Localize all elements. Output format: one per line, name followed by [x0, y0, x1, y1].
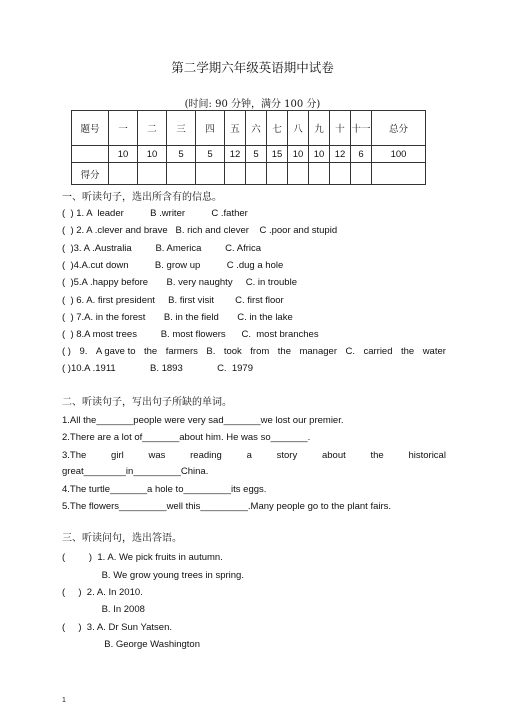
question-item: ( ) 6. A. first president B. first visit C. first floor	[62, 295, 284, 306]
answer-item: ( ) 3. A. Dr Sun Yatsen.	[62, 622, 173, 633]
score-table-row-points	[72, 146, 426, 163]
word: historical	[408, 450, 446, 461]
question-item: ( ) 8.A most trees B. most flowers C. most branches	[62, 329, 319, 340]
points-cell: 10	[309, 146, 330, 163]
item-header: 五	[225, 111, 246, 146]
question-item: ( )4.A.cut down B. grow up C .dug a hole	[62, 260, 284, 271]
answer-item: ( ) 1. A. We pick fruits in autumn.	[62, 552, 223, 563]
section1-heading: 一、听读句子，选出所含有的信息。	[62, 192, 222, 203]
answer-item: ( ) 2. A. In 2010.	[62, 587, 143, 598]
score-input-cell[interactable]	[309, 163, 330, 185]
question-item: ( ) 2. A .clever and brave B. rich and clever C .poor and stupid	[62, 225, 338, 236]
word: C.	[345, 346, 355, 357]
item-header: 九	[309, 111, 330, 146]
answer-option: B. George Washington	[62, 639, 200, 650]
points-cell: 10	[138, 146, 167, 163]
score-input-cell[interactable]	[109, 163, 138, 185]
word: the	[400, 346, 415, 357]
item-header: 一	[109, 111, 138, 146]
fill-blank-item: 2.There are a lot of_______about him. He was so_______.	[62, 432, 311, 443]
points-cell: 5	[167, 146, 196, 163]
item-header: 十	[330, 111, 351, 146]
word: about	[321, 450, 346, 461]
points-total-cell: 100	[372, 146, 426, 163]
score-input-cell[interactable]	[351, 163, 372, 185]
row-label-items: 题号	[72, 111, 109, 146]
empty-cell	[72, 146, 109, 163]
score-input-cell[interactable]	[330, 163, 351, 185]
question-item: ( )10.A .1911 B. 1893 C. 1979	[62, 363, 253, 374]
word: carried	[363, 346, 393, 357]
item-header: 三	[167, 111, 196, 146]
points-cell: 10	[109, 146, 138, 163]
item-header: 七	[267, 111, 288, 146]
points-cell: 12	[225, 146, 246, 163]
item-header: 二	[138, 111, 167, 146]
fill-blank-item: 4.The turtle_______a hole to_________its eggs.	[62, 484, 267, 495]
word: water	[422, 346, 446, 357]
total-header: 总分	[372, 111, 426, 146]
points-cell: 10	[288, 146, 309, 163]
word: 9.	[79, 346, 88, 357]
section2-heading: 二、听读句子，写出句子所缺的单词。	[62, 397, 232, 408]
score-input-cell[interactable]	[167, 163, 196, 185]
points-cell: 5	[196, 146, 225, 163]
score-input-cell[interactable]	[288, 163, 309, 185]
question-item: ( ) 7.A. in the forest B. in the field C. in the lake	[62, 312, 293, 323]
row-label-score: 得分	[72, 163, 109, 185]
item-header: 四	[196, 111, 225, 146]
question-item: ( )5.A .happy before B. very naughty C. in trouble	[62, 277, 297, 288]
score-input-cell[interactable]	[246, 163, 267, 185]
word: A gave to	[95, 346, 136, 357]
word: farmers	[165, 346, 198, 357]
word: ( )	[62, 346, 71, 357]
word: the	[143, 346, 158, 357]
word: was	[148, 450, 166, 461]
word: from	[250, 346, 270, 357]
score-input-cell[interactable]	[225, 163, 246, 185]
score-total-input-cell[interactable]	[372, 163, 426, 185]
answer-option: B. In 2008	[62, 604, 145, 615]
score-input-cell[interactable]	[138, 163, 167, 185]
fill-blank-item: 1.All the_______people were very sad_______we lost our premier.	[62, 415, 344, 426]
answer-option: B. We grow young trees in spring.	[62, 570, 244, 581]
fill-blank-item: 5.The flowers_________well this_________.Many people go to the plant fairs.	[62, 501, 392, 512]
question-item-9	[62, 346, 446, 358]
question-item: ( ) 1. A leader B .writer C .father	[62, 208, 248, 219]
item-header: 十一	[351, 111, 372, 146]
points-cell: 5	[246, 146, 267, 163]
word: girl	[111, 450, 124, 461]
exam-title: 第二学期六年级英语期中试卷	[171, 60, 334, 75]
word: 3.The	[62, 450, 87, 461]
page-number: 1	[62, 697, 66, 704]
item-header: 六	[246, 111, 267, 146]
word: a	[246, 450, 252, 461]
word: the	[370, 450, 384, 461]
word: the	[277, 346, 291, 357]
word: took	[223, 346, 242, 357]
word: story	[276, 450, 298, 461]
word: reading	[190, 450, 222, 461]
exam-subtitle: (时间: 90 分钟，满分 100 分)	[184, 99, 321, 110]
fill-blank-item-3	[62, 450, 446, 462]
points-cell: 12	[330, 146, 351, 163]
points-cell: 6	[351, 146, 372, 163]
question-item: ( )3. A .Australia B. America C. Africa	[62, 243, 262, 254]
word: manager	[299, 346, 337, 357]
score-table	[71, 110, 426, 185]
item-header: 八	[288, 111, 309, 146]
score-table-row-items	[72, 111, 426, 146]
score-input-cell[interactable]	[267, 163, 288, 185]
word: B.	[206, 346, 216, 357]
score-table-row-score	[72, 163, 426, 185]
points-cell: 15	[267, 146, 288, 163]
section3-heading: 三、听读问句，选出答语。	[62, 533, 182, 544]
score-input-cell[interactable]	[196, 163, 225, 185]
fill-blank-item-3-continued: great________in_________China.	[62, 466, 209, 477]
